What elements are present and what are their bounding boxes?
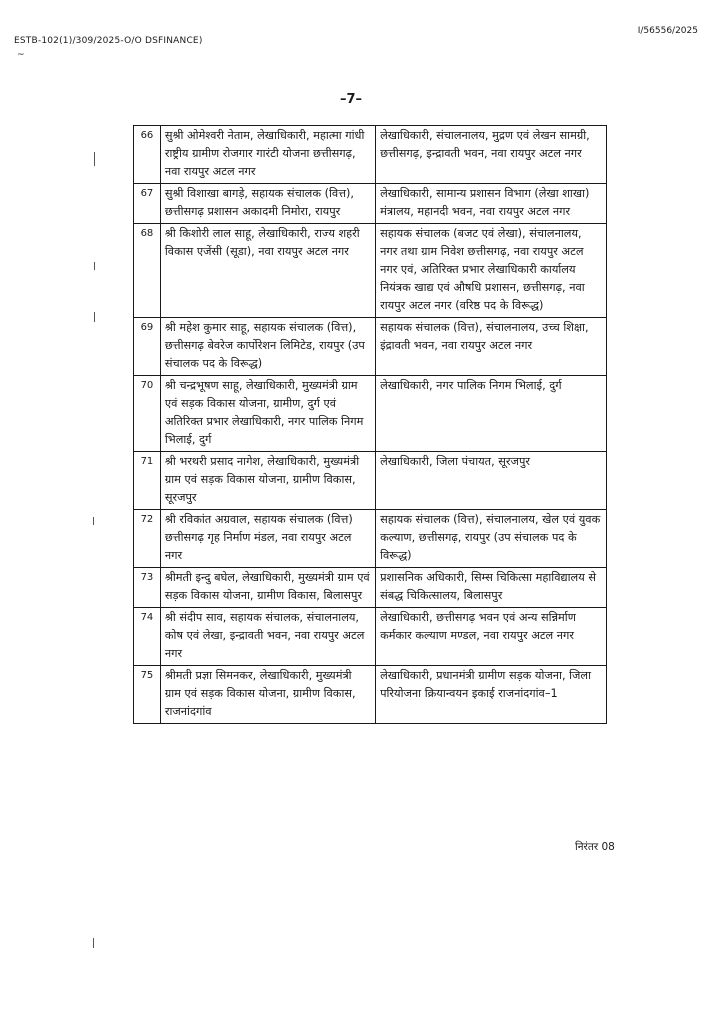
serial-number: 67 — [134, 184, 161, 224]
margin-mark — [94, 262, 95, 270]
current-posting: सुश्री ओमेश्वरी नेताम, लेखाधिकारी, महात्मा गांधी राष्ट्रीय ग्रामीण रोजगार गारंटी योजना छत्तीसगढ़, नवा रायपुर अटल नगर — [160, 126, 375, 184]
current-posting: श्री भरथरी प्रसाद नागेश, लेखाधिकारी, मुख्यमंत्री ग्राम एवं सड़क विकास योजना, ग्रामीण विकास, सूरजपुर — [160, 452, 375, 510]
table-row — [134, 452, 607, 510]
new-posting: लेखाधिकारी, नगर पालिक निगम भिलाई, दुर्ग — [376, 376, 607, 452]
page-number: –7– — [340, 92, 363, 107]
new-posting: लेखाधिकारी, छत्तीसगढ़ भवन एवं अन्य सन्निर्माण कर्मकार कल्याण मण्डल, नवा रायपुर अटल नगर — [376, 608, 607, 666]
new-posting: लेखाधिकारी, सामान्य प्रशासन विभाग (लेखा शाखा) मंत्रालय, महानदी भवन, नवा रायपुर अटल नगर — [376, 184, 607, 224]
current-posting: श्री रविकांत अग्रवाल, सहायक संचालक (वित्त) छत्तीसगढ़ गृह निर्माण मंडल, नवा रायपुर अटल नगर — [160, 510, 375, 568]
current-posting: श्री चन्द्रभूषण साहू, लेखाधिकारी, मुख्यमंत्री ग्राम एवं सड़क विकास योजना, ग्रामीण, दुर्ग एवं अतिरिक्त प्रभार लेखाधिकारी, नगर पालिक निगम भिलाई, दुर्ग — [160, 376, 375, 452]
table-row — [134, 318, 607, 376]
new-posting: सहायक संचालक (वित्त), संचालनालय, उच्च शिक्षा, इंद्रावती भवन, नवा रायपुर अटल नगर — [376, 318, 607, 376]
serial-number: 72 — [134, 510, 161, 568]
table-row — [134, 666, 607, 724]
margin-mark — [93, 517, 94, 525]
file-reference: ESTB-102(1)/309/2025-O/O DSFINANCE) — [14, 36, 203, 46]
table-row — [134, 126, 607, 184]
serial-number: 69 — [134, 318, 161, 376]
serial-number: 66 — [134, 126, 161, 184]
margin-mark — [94, 312, 95, 322]
current-posting: श्रीमती इन्दु बघेल, लेखाधिकारी, मुख्यमंत्री ग्राम एवं सड़क विकास योजना, ग्रामीण विकास, बिलासपुर — [160, 568, 375, 608]
table-row — [134, 376, 607, 452]
table-row — [134, 608, 607, 666]
tick-mark: ~ — [17, 50, 25, 60]
table-row — [134, 568, 607, 608]
new-posting: लेखाधिकारी, प्रधानमंत्री ग्रामीण सड़क योजना, जिला परियोजना क्रियान्वयन इकाई राजनांदगांव–1 — [376, 666, 607, 724]
serial-number: 75 — [134, 666, 161, 724]
current-posting: श्रीमती प्रज्ञा सिमनकर, लेखाधिकारी, मुख्यमंत्री ग्राम एवं सड़क विकास योजना, ग्रामीण विकास, राजनांदगांव — [160, 666, 375, 724]
new-posting: सहायक संचालक (वित्त), संचालनालय, खेल एवं युवक कल्याण, छत्तीसगढ़, रायपुर (उप संचालक पद के विरूद्ध) — [376, 510, 607, 568]
serial-number: 68 — [134, 224, 161, 318]
serial-number: 74 — [134, 608, 161, 666]
margin-mark — [93, 938, 94, 948]
continued-note: निरंतर 08 — [575, 841, 615, 853]
serial-number: 71 — [134, 452, 161, 510]
new-posting: सहायक संचालक (बजट एवं लेखा), संचालनालय, नगर तथा ग्राम निवेश छत्तीसगढ़, नवा रायपुर अटल नगर एवं, अतिरिक्त प्रभार लेखाधिकारी कार्यालय नियंत्रक खाद्य एवं औषधि प्रशासन, छत्तीसगढ़, नवा रायपुर अटल नगर (वरिष्ठ पद के विरूद्ध) — [376, 224, 607, 318]
current-posting: श्री किशोरी लाल साहू, लेखाधिकारी, राज्य शहरी विकास एजेंसी (सूडा), नवा रायपुर अटल नगर — [160, 224, 375, 318]
serial-number: 70 — [134, 376, 161, 452]
new-posting: लेखाधिकारी, संचालनालय, मुद्रण एवं लेखन सामग्री, छत्तीसगढ़, इन्द्रावती भवन, नवा रायपुर अटल नगर — [376, 126, 607, 184]
current-posting: श्री संदीप साव, सहायक संचालक, संचालनालय, कोष एवं लेखा, इन्द्रावती भवन, नवा रायपुर अटल नगर — [160, 608, 375, 666]
transfer-table — [133, 125, 607, 724]
document-id: I/56556/2025 — [637, 26, 698, 36]
table-row — [134, 184, 607, 224]
new-posting: प्रशासनिक अधिकारी, सिम्स चिकित्सा महाविद्यालय से संबद्ध चिकित्सालय, बिलासपुर — [376, 568, 607, 608]
new-posting: लेखाधिकारी, जिला पंचायत, सूरजपुर — [376, 452, 607, 510]
current-posting: सुश्री विशाखा बागड़े, सहायक संचालक (वित्त), छत्तीसगढ़ प्रशासन अकादमी निमोरा, रायपुर — [160, 184, 375, 224]
current-posting: श्री महेश कुमार साहू, सहायक संचालक (वित्त), छत्तीसगढ़ बेवरेज कार्पोरेशन लिमिटेड, रायपुर (उप संचालक पद के विरूद्ध) — [160, 318, 375, 376]
table-row — [134, 510, 607, 568]
margin-mark — [94, 152, 95, 166]
table-row — [134, 224, 607, 318]
serial-number: 73 — [134, 568, 161, 608]
